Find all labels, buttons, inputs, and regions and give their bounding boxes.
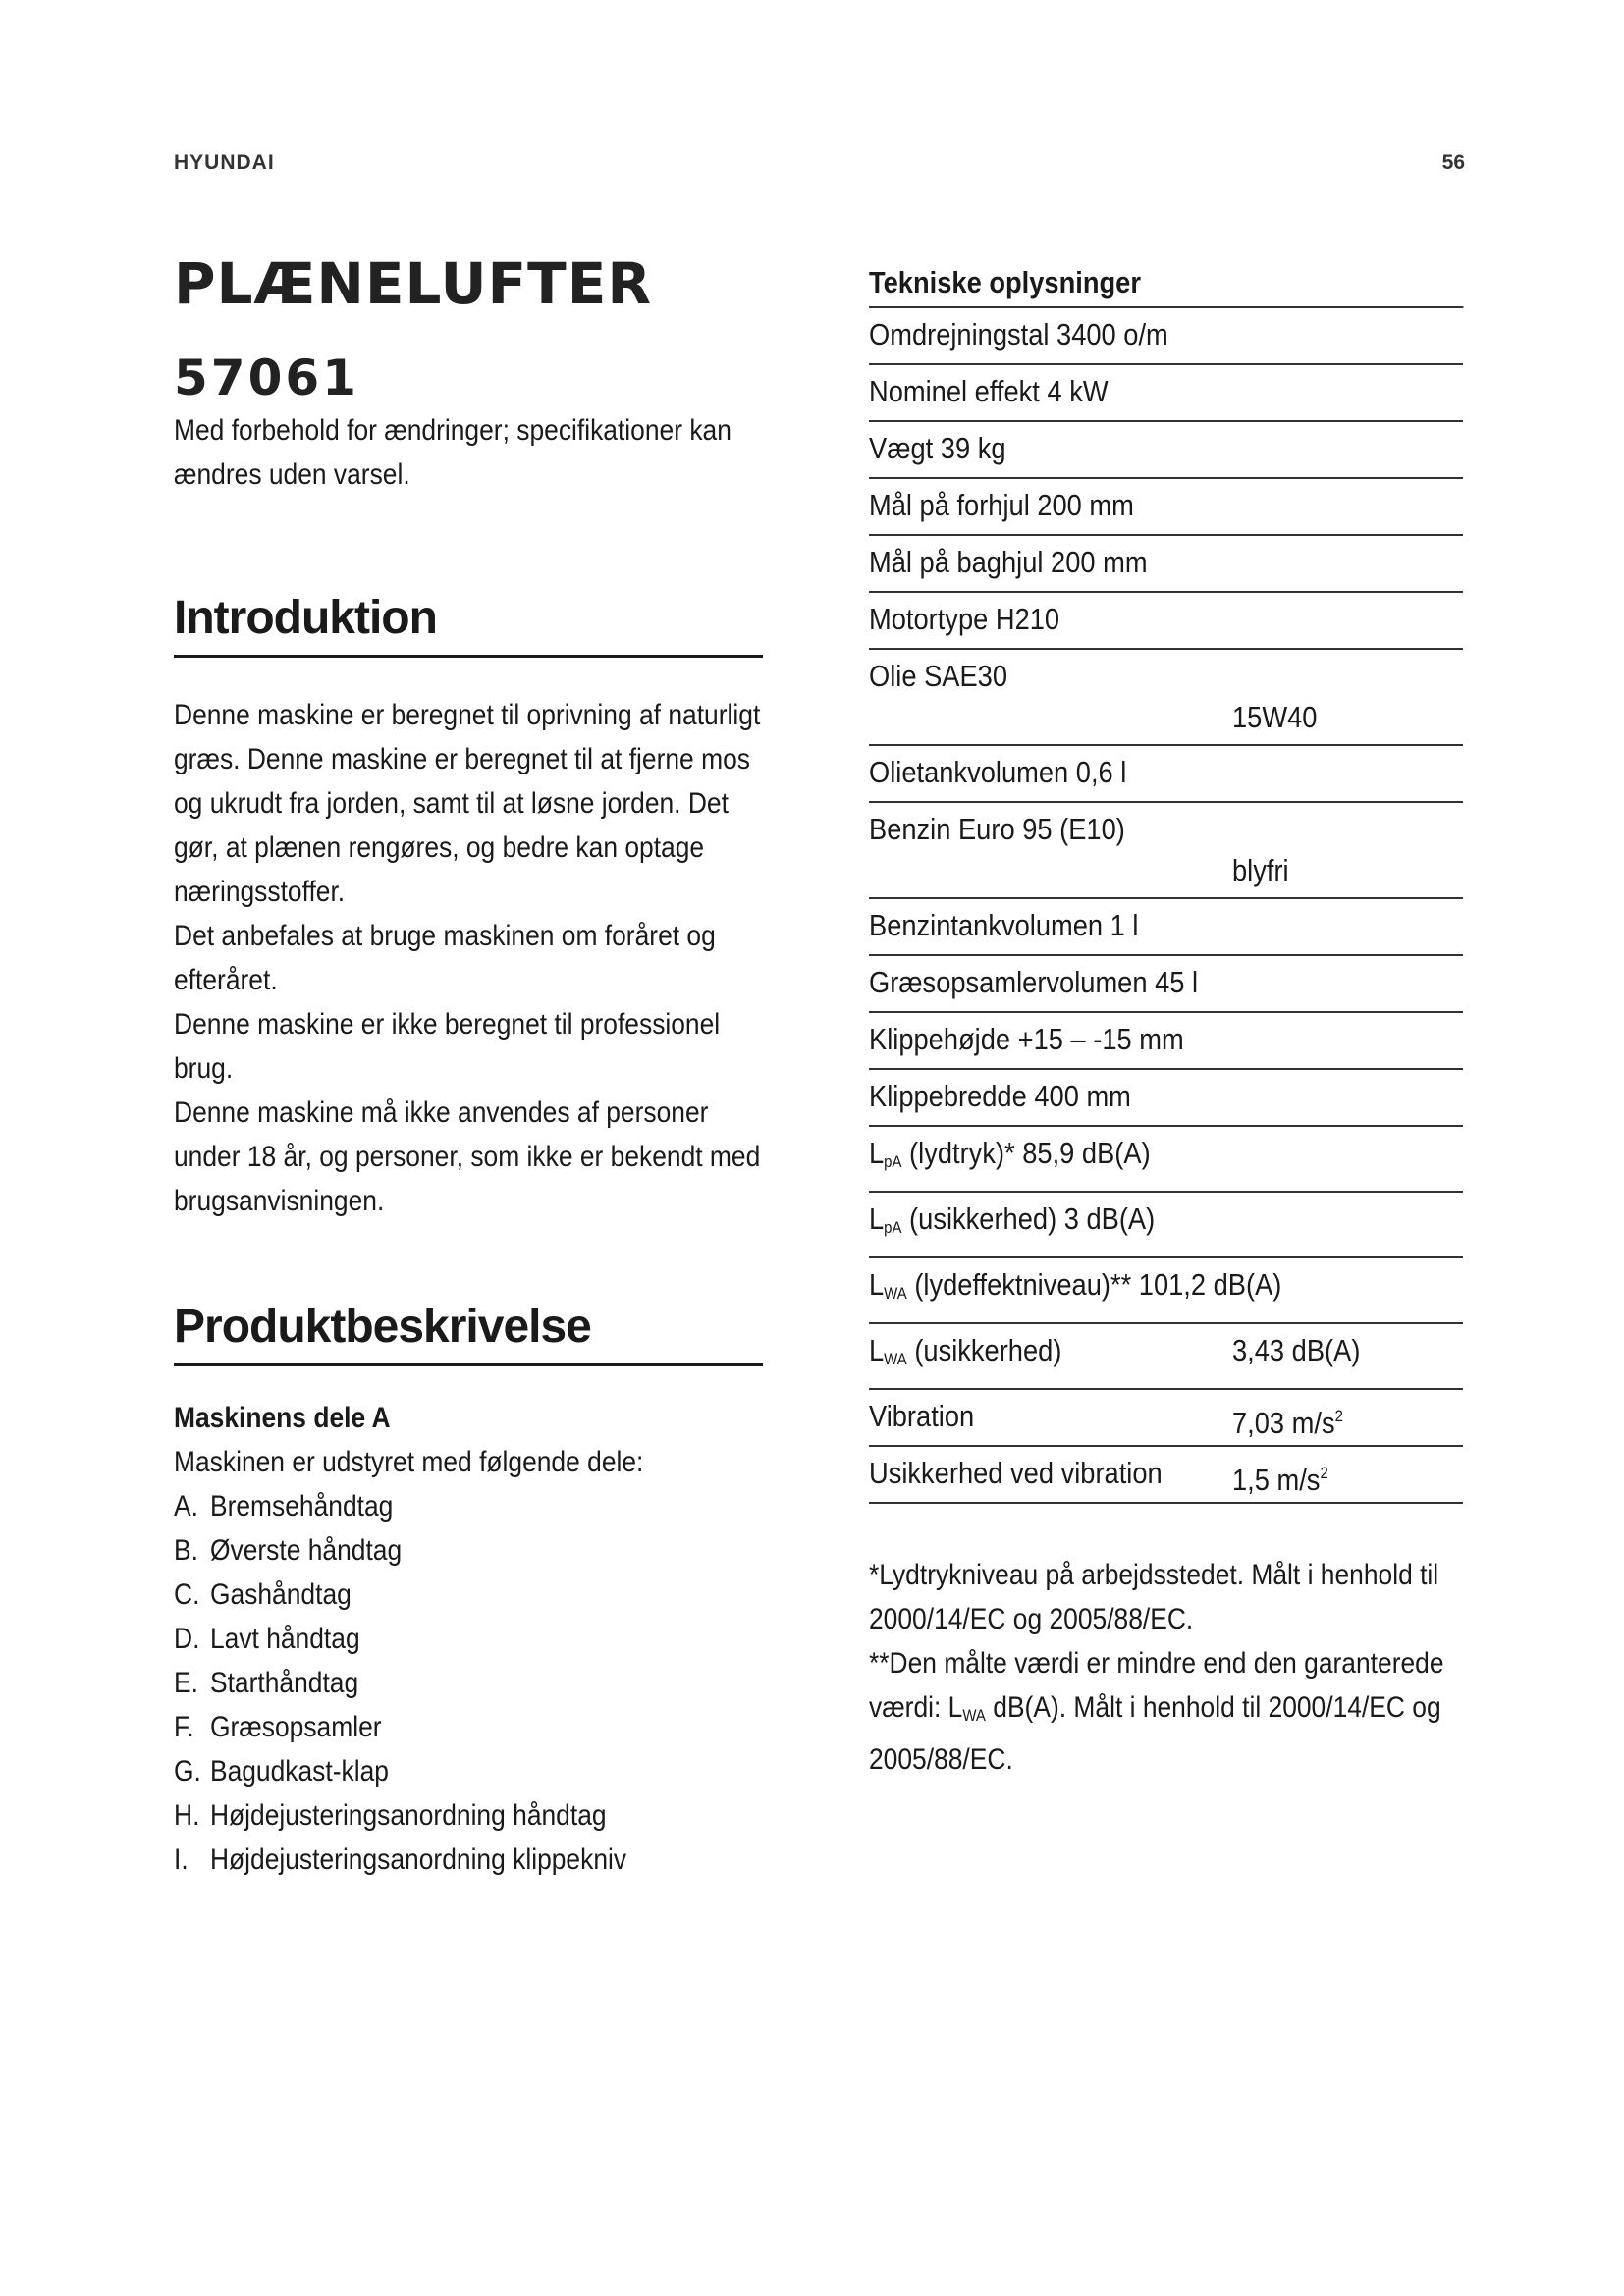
list-text: Bagudkast-klap <box>209 1755 389 1788</box>
spec-row <box>869 650 1463 746</box>
spec-text: Benzin Euro 95 (E10) <box>869 812 1125 846</box>
spec-text: Vibration <box>869 1399 975 1433</box>
spec-row-sound-pressure <box>869 1127 1463 1193</box>
specs-heading: Tekniske oplysninger <box>869 265 1463 308</box>
list-text: Græsopsamler <box>209 1711 382 1743</box>
list-text: Højdejusteringsanordning klippekniv <box>209 1843 627 1876</box>
spec-row-vibration-uncertainty <box>869 1447 1463 1504</box>
list-letter: D. <box>174 1623 200 1655</box>
spec-text: Mål på forhjul 200 mm <box>869 488 1134 522</box>
lwa-symbol: L <box>869 1267 885 1302</box>
list-item <box>174 1793 761 1838</box>
spec-row-sound-power-uncertainty <box>869 1324 1463 1390</box>
right-column <box>869 265 1463 1782</box>
list-text: Øverste håndtag <box>209 1534 403 1567</box>
spec-row <box>869 746 1463 803</box>
intro-body <box>174 693 761 1223</box>
lpa-symbol: L <box>869 1201 885 1236</box>
list-item <box>174 1617 761 1661</box>
specs-table <box>869 308 1463 1504</box>
list-letter: E. <box>174 1667 198 1699</box>
list-text: Højdejusteringsanordning håndtag <box>209 1799 607 1832</box>
parts-list <box>174 1440 761 1882</box>
spec-value: 7,03 m/s <box>1232 1406 1335 1440</box>
spec-text: Klippebredde 400 mm <box>869 1079 1131 1113</box>
parts-lead: Maskinen er udstyret med følgende dele: <box>174 1446 644 1478</box>
list-text: Bremsehåndtag <box>209 1490 394 1522</box>
spec-row <box>869 536 1463 593</box>
spec-row <box>869 1070 1463 1127</box>
spec-text: (usikkerhed) <box>906 1333 1062 1367</box>
intro-heading: Introduktion <box>174 591 763 658</box>
footnote-text: **Den målte værdi er mindre end den garanterede værdi: L <box>869 1647 1444 1724</box>
spec-text: Olietankvolumen 0,6 l <box>869 755 1127 789</box>
spec-row <box>869 593 1463 650</box>
footnote-text: dB(A). Målt i henhold til 2000/14/EC og 2005/88/EC. <box>869 1691 1441 1776</box>
left-column <box>174 243 763 1882</box>
list-letter: F. <box>174 1711 194 1743</box>
spec-value: blyfri <box>1232 853 1289 887</box>
spec-row <box>869 803 1463 899</box>
list-letter: G. <box>174 1755 201 1788</box>
list-letter: C. <box>174 1578 200 1611</box>
spec-text: (usikkerhed) 3 dB(A) <box>901 1201 1156 1236</box>
disclaimer: Med forbehold for ændringer; specifikationer kan ændres uden varsel. <box>174 414 731 491</box>
list-item <box>174 1749 761 1793</box>
footnote-sound-pressure: *Lydtrykniveau på arbejdsstedet. Målt i henhold til 2000/14/EC og 2005/88/EC. <box>869 1559 1439 1635</box>
lpa-subscript: pA <box>884 1218 902 1237</box>
spec-row <box>869 899 1463 956</box>
spec-row <box>869 365 1463 422</box>
parts-subheading: Maskinens dele A <box>174 1402 391 1434</box>
spec-text: Motortype H210 <box>869 602 1060 636</box>
list-letter: B. <box>174 1534 198 1567</box>
list-item <box>174 1484 761 1528</box>
header-brand: HYUNDAI <box>174 151 275 174</box>
product-heading: Produktbeskrivelse <box>174 1300 763 1366</box>
list-letter: H. <box>174 1799 200 1832</box>
spec-text: Usikkerhed ved vibration <box>869 1456 1163 1490</box>
lwa-subscript: WA <box>884 1350 907 1368</box>
spec-text: Nominel effekt 4 kW <box>869 374 1109 408</box>
spec-row <box>869 308 1463 365</box>
list-item <box>174 1838 761 1882</box>
spec-text: (lydeffektniveau)** 101,2 dB(A) <box>906 1267 1282 1302</box>
footnote-subscript: WA <box>962 1706 986 1725</box>
list-text: Gashåndtag <box>209 1578 352 1611</box>
list-text: Starthåndtag <box>209 1667 359 1699</box>
intro-paragraph: Denne maskine er ikke beregnet til professionel brug. <box>174 1008 721 1085</box>
spec-row-vibration <box>869 1390 1463 1447</box>
list-item <box>174 1573 761 1617</box>
lwa-subscript: WA <box>884 1284 907 1303</box>
lwa-symbol: L <box>869 1333 885 1367</box>
model-number: 57061 <box>174 349 359 406</box>
footnote-sound-power <box>869 1641 1463 1782</box>
spec-text: Benzintankvolumen 1 l <box>869 908 1139 942</box>
spec-value: 15W40 <box>1232 700 1318 734</box>
exponent: 2 <box>1320 1464 1328 1482</box>
list-item <box>174 1528 761 1573</box>
exponent: 2 <box>1334 1407 1343 1425</box>
page-title: PLÆNELUFTER <box>174 250 653 317</box>
spec-row <box>869 422 1463 479</box>
list-letter: A. <box>174 1490 198 1522</box>
list-letter: I. <box>174 1843 189 1876</box>
spec-text: Mål på baghjul 200 mm <box>869 545 1148 579</box>
spec-text: (lydtryk)* 85,9 dB(A) <box>901 1136 1151 1170</box>
spec-value: 1,5 m/s <box>1232 1463 1321 1497</box>
spec-row-sound-power <box>869 1258 1463 1324</box>
spec-text: Græsopsamlervolumen 45 l <box>869 965 1199 999</box>
list-item <box>174 1661 761 1705</box>
intro-paragraph: Denne maskine må ikke anvendes af personer under 18 år, og personer, som ikke er bekendt med brugsanvisningen. <box>174 1096 761 1217</box>
spec-text: Vægt 39 kg <box>869 431 1006 465</box>
spec-value: 3,43 dB(A) <box>1232 1333 1361 1367</box>
page-number: 56 <box>1441 151 1465 174</box>
list-text: Lavt håndtag <box>209 1623 360 1655</box>
intro-paragraph: Det anbefales at bruge maskinen om foråret og efteråret. <box>174 920 716 996</box>
lpa-subscript: pA <box>884 1152 902 1171</box>
spec-text: Omdrejningstal 3400 o/m <box>869 317 1168 351</box>
spec-row <box>869 1013 1463 1070</box>
footnotes <box>869 1553 1463 1782</box>
lpa-symbol: L <box>869 1136 885 1170</box>
list-item <box>174 1705 761 1749</box>
intro-paragraph: Denne maskine er beregnet til oprivning af naturligt græs. Denne maskine er beregnet til at fjerne mos og ukrudt fra jorden, samt til at løsne jorden. Det gør, at plænen rengøres, og bedre kan optage næringsstoffer. <box>174 699 761 908</box>
spec-text: Olie SAE30 <box>869 659 1008 693</box>
spec-row <box>869 956 1463 1013</box>
spec-text: Klippehøjde +15 – -15 mm <box>869 1022 1184 1056</box>
spec-row <box>869 479 1463 536</box>
spec-row-sound-pressure-uncertainty <box>869 1193 1463 1258</box>
